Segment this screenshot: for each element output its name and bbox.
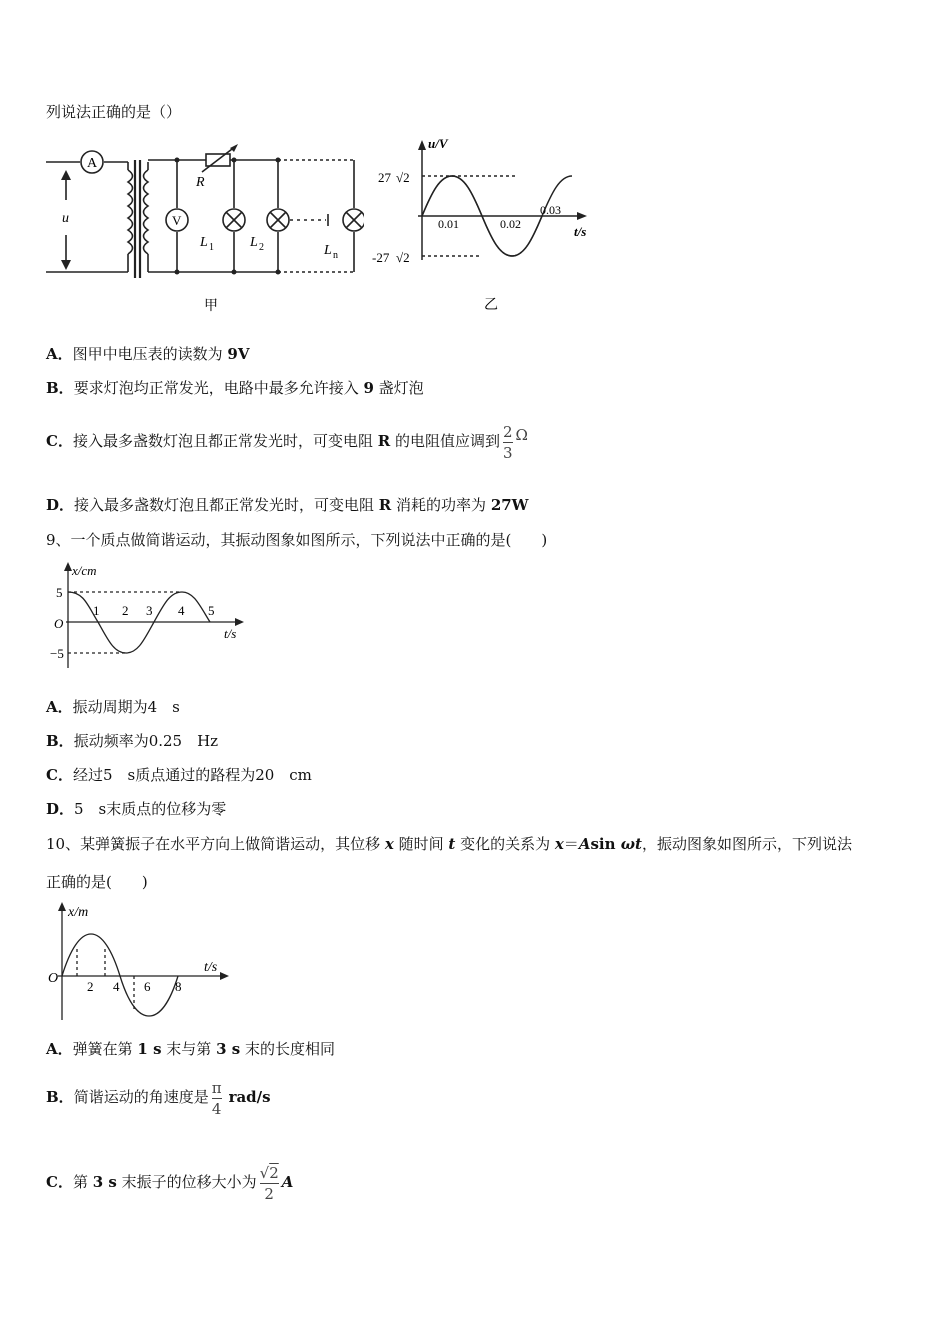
lampn-label: L [324, 243, 332, 258]
yi-t1: 0.01 [438, 217, 459, 231]
q10-tick-4: 4 [113, 979, 120, 994]
q9-xlabel: t/s [224, 626, 237, 641]
figure-q10-graph [44, 900, 234, 1025]
q9-origin: O [54, 616, 64, 631]
q9-tick-1: 1 [93, 603, 100, 618]
q9-ylabel: x/cm [72, 563, 97, 578]
q8-stem-tail: 列说法正确的是（） [46, 103, 182, 121]
q9-option-d: D．5 s末质点的位移为零 [46, 800, 227, 818]
yi-ymin: -27 [372, 250, 390, 265]
q8-option-c: C．接入最多盏数灯泡且都正常发光时，可变电阻 R 的电阻值应调到 $\frac{2}{3}$ Ω [46, 422, 528, 462]
q10-tick-8: 8 [175, 979, 182, 994]
yi-xlabel: t/s [574, 224, 587, 239]
yi-t3: 0.03 [540, 203, 561, 217]
caption-yi: 乙 [484, 298, 498, 313]
q9-ytop: 5 [56, 585, 63, 600]
q8-option-b: B．要求灯泡均正常发光，电路中最多允许接入 9 盏灯泡 [46, 379, 424, 397]
resistor-label: R [196, 175, 205, 190]
lamp2-label: L [250, 235, 258, 250]
q9-option-c: C．经过5 s质点通过的路程为20 cm [46, 766, 312, 784]
q10-tick-6: 6 [144, 979, 151, 994]
q9-stem: 9、一个质点做简谐运动，其振动图象如图所示，下列说法中正确的是( ) [46, 531, 548, 549]
q9-option-b: B．振动频率为0.25 Hz [46, 732, 219, 750]
figure-circuit-jia [44, 140, 364, 315]
q9-option-a: A．振动周期为4 s [46, 698, 180, 716]
ammeter-label: A [87, 156, 98, 171]
svg-text:√2: √2 [396, 250, 410, 265]
q10-stem-line1: 10、某弹簧振子在水平方向上做简谐运动，其位移 x 随时间 t 变化的关系为 x＝Asin ωt，振动图象如图所示，下列说法 [46, 835, 852, 853]
q10-ylabel: x/m [68, 905, 89, 920]
caption-jia: 甲 [204, 299, 218, 314]
q9-ybot: −5 [50, 646, 64, 661]
voltmeter-label: V [172, 213, 182, 228]
figure-waveform-yi [366, 132, 596, 317]
svg-text:√2: √2 [396, 170, 410, 185]
figure-q9-graph [48, 560, 253, 675]
q10-stem-line2: 正确的是( ) [46, 873, 148, 891]
yi-ylabel: u/V [428, 136, 448, 151]
q10-xlabel: t/s [204, 960, 218, 975]
fraction-sqrt2-over-2: $\frac{√2}{2}$ [259, 1163, 279, 1203]
q10-tick-2: 2 [87, 979, 94, 994]
q9-tick-4: 4 [178, 603, 185, 618]
fraction-pi-over-4: $\frac{\pi}{4}$ [211, 1078, 222, 1118]
source-label: u [62, 211, 69, 226]
q10-option-a: A．弹簧在第 1 s 末与第 3 s 末的长度相同 [46, 1040, 335, 1058]
q8-option-d: D．接入最多盏数灯泡且都正常发光时，可变电阻 R 消耗的功率为 27W [46, 496, 529, 514]
q10-option-b: B．简谐运动的角速度是 $\frac{\pi}{4}$ rad/s [46, 1078, 271, 1118]
lamp1-label: L [200, 235, 208, 250]
fraction-two-thirds: $\frac{2}{3}$ [502, 422, 513, 462]
lampn-sub: n [333, 250, 338, 261]
yi-t2: 0.02 [500, 217, 521, 231]
q9-tick-3: 3 [146, 603, 153, 618]
q9-tick-5: 5 [208, 603, 215, 618]
q9-tick-2: 2 [122, 603, 129, 618]
q8-option-a: A．图甲中电压表的读数为 9V [46, 345, 250, 363]
yi-ymax: 27 [378, 170, 391, 185]
lamp2-sub: 2 [259, 242, 264, 253]
lamp1-sub: 1 [209, 242, 214, 253]
q10-option-c: C．第 3 s 末振子的位移大小为 $\frac{√2}{2}$ A [46, 1163, 294, 1203]
q10-origin: O [48, 971, 59, 986]
